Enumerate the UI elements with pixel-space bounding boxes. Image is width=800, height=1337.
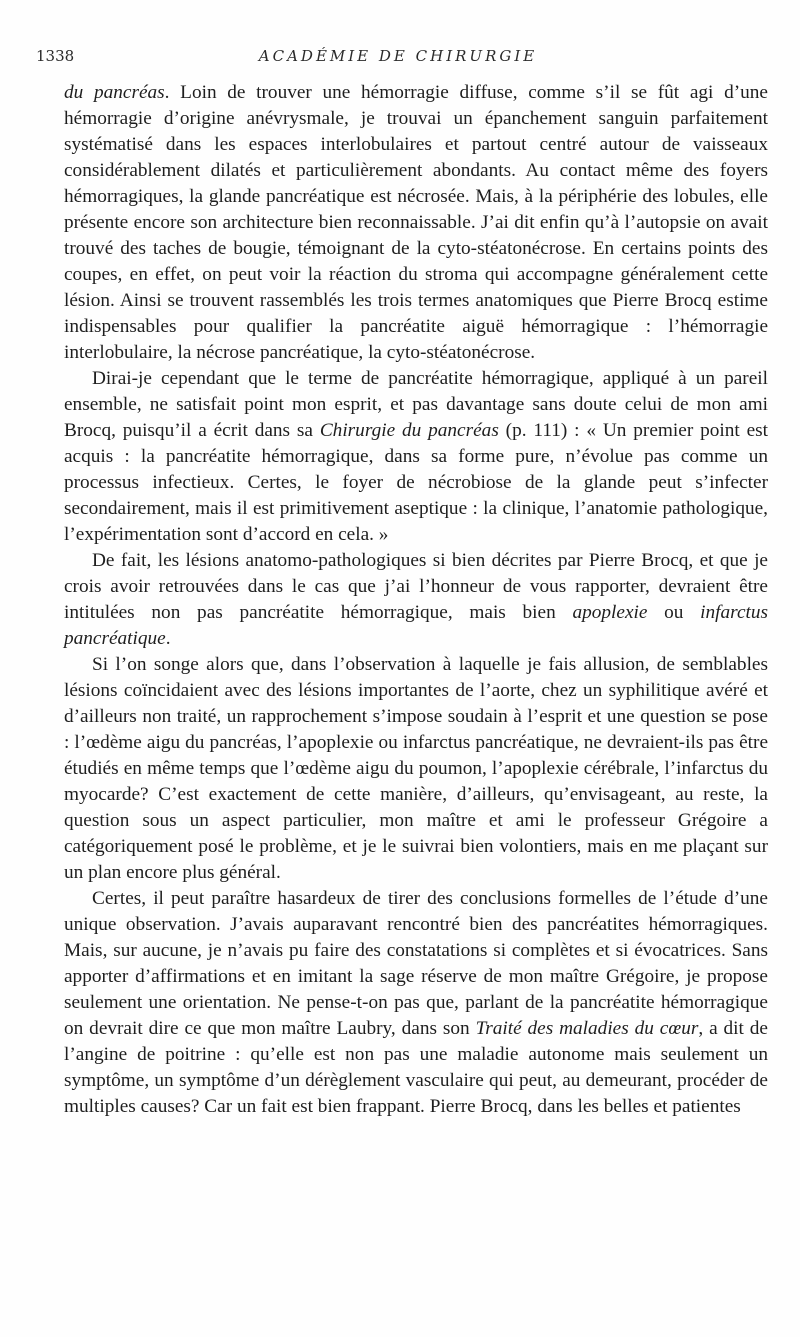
paragraph-text: Certes, il peut paraître hasardeux de tirer des conclusions formelles de l’étude d’une unique observation. J’avais auparavant rencontré bien des pancréatites hémorragiques. Mais, sur aucune, je n’avais pu faire des constatations si complètes et si évocatrices. Sans apporter d’affirmations et en imitant la sage réserve de mon maître Grégoire, je propose seulement une orientation. Ne pense-t-on pas que, parlant de la pancréatite hémorragique on devrait dire ce que mon maître Laubry, dans son [64,888,768,1039]
paragraph-5 [64,886,768,1120]
paragraph-text: . Loin de trouver une hémorragie diffuse, comme s’il se fût agi d’une hémorragie d’origine anévrysmale, je trouvai un épanchement sanguin parfaitement systématisé dans les espaces interlobulaires et partout centré autour de vaisseaux considérablement dilatés et particulièrement abondants. Au contact même des foyers hémorragiques, la glande pancréatique est nécrosée. Mais, à la périphérie des lobules, elle présente encore son architecture bien reconnaissable. J’ai dit enfin qu’à l’autopsie on avait trouvé des taches de bougie, témoignant de la cyto-stéatonécrose. En certains points des coupes, en effet, on peut voir la réaction du stroma qui accompagne généralement cette lésion. Ainsi se trouvent rassemblés les trois termes anatomiques que Pierre Brocq estime indispensables pour qualifier la pancréatite aiguë hémorragique : l’hémorragie interlobulaire, la nécrose pancréatique, la cyto-stéatonécrose. [64,82,768,363]
page-number: 1338 [36,47,75,65]
paragraph-text: De fait, les lésions anatomo-pathologiques si bien décrites par Pierre Brocq, et que je crois avoir retrouvées dans le cas que j’ai l’honneur de vous rapporter, devraient être intitulées non pas pancréatite hémorragique, mais bien [64,550,768,623]
book-title: Chirurgie du pancréas [319,420,499,441]
paragraph-4 [64,652,768,886]
paragraph-text: Si l’on songe alors que, dans l’observation à laquelle je fais allusion, de semblables lésions coïncidaient avec des lésions importantes de l’aorte, chez un syphilitique avéré et d’ailleurs non traité, un rapprochement s’impose soudain à l’esprit et une question se pose : l’œdème aigu du pancréas, l’apoplexie ou infarctus pancréatique, ne devraient-ils pas être étudiés en même temps que l’œdème aigu du poumon, l’apoplexie cérébrale, l’infarctus du myocarde? C’est exactement de cette manière, d’ailleurs, qu’envisageant, au reste, la question sous un aspect particulier, mon maître et ami le professeur Grégoire a catégoriquement posé le problème, et je le suivrai bien volontiers, mais en me plaçant sur un plan encore plus général. [64,654,768,883]
page-header [36,47,760,69]
paragraph-1 [64,80,768,366]
italic-term: infarctus pancréatique [64,602,768,649]
paragraph-text: Dirai-je cependant que le terme de pancréatite hémorragique, appliqué à un pareil ensemble, ne satisfait point mon esprit, et pas davantage sans doute celui de mon ami Brocq, puisqu’il a écrit dans sa [64,368,768,441]
paragraph-2 [64,366,768,548]
paragraph-text: (p. 111) : « Un premier point est acquis : la pancréatite hémorragique, dans sa forme pure, n’évolue pas comme un processus infectieux. Certes, le foyer de nécrobiose de la glande peut s’infecter secondairement, mais il est primitivement aseptique : la clinique, l’anatomie pathologique, l’expérimentation sont d’accord en cela. » [64,420,768,545]
running-head: ACADÉMIE DE CHIRURGIE [258,47,538,65]
paragraph-text: , a dit de l’angine de poitrine : qu’elle est non pas une maladie autonome mais seulement un symptôme, un symptôme d’un dérèglement vasculaire qui peut, au demeurant, procéder de multiples causes? Car un fait est bien frappant. Pierre Brocq, dans les belles et patientes [64,1018,768,1117]
book-title: Traité des maladies du cœur [475,1018,699,1039]
paragraph-text: ou [647,602,701,623]
italic-term: du pancréas [64,82,165,103]
body-text [64,80,768,1120]
paragraph-3 [64,548,768,652]
italic-term: apoplexie [572,602,648,623]
paragraph-text: . [165,628,171,649]
